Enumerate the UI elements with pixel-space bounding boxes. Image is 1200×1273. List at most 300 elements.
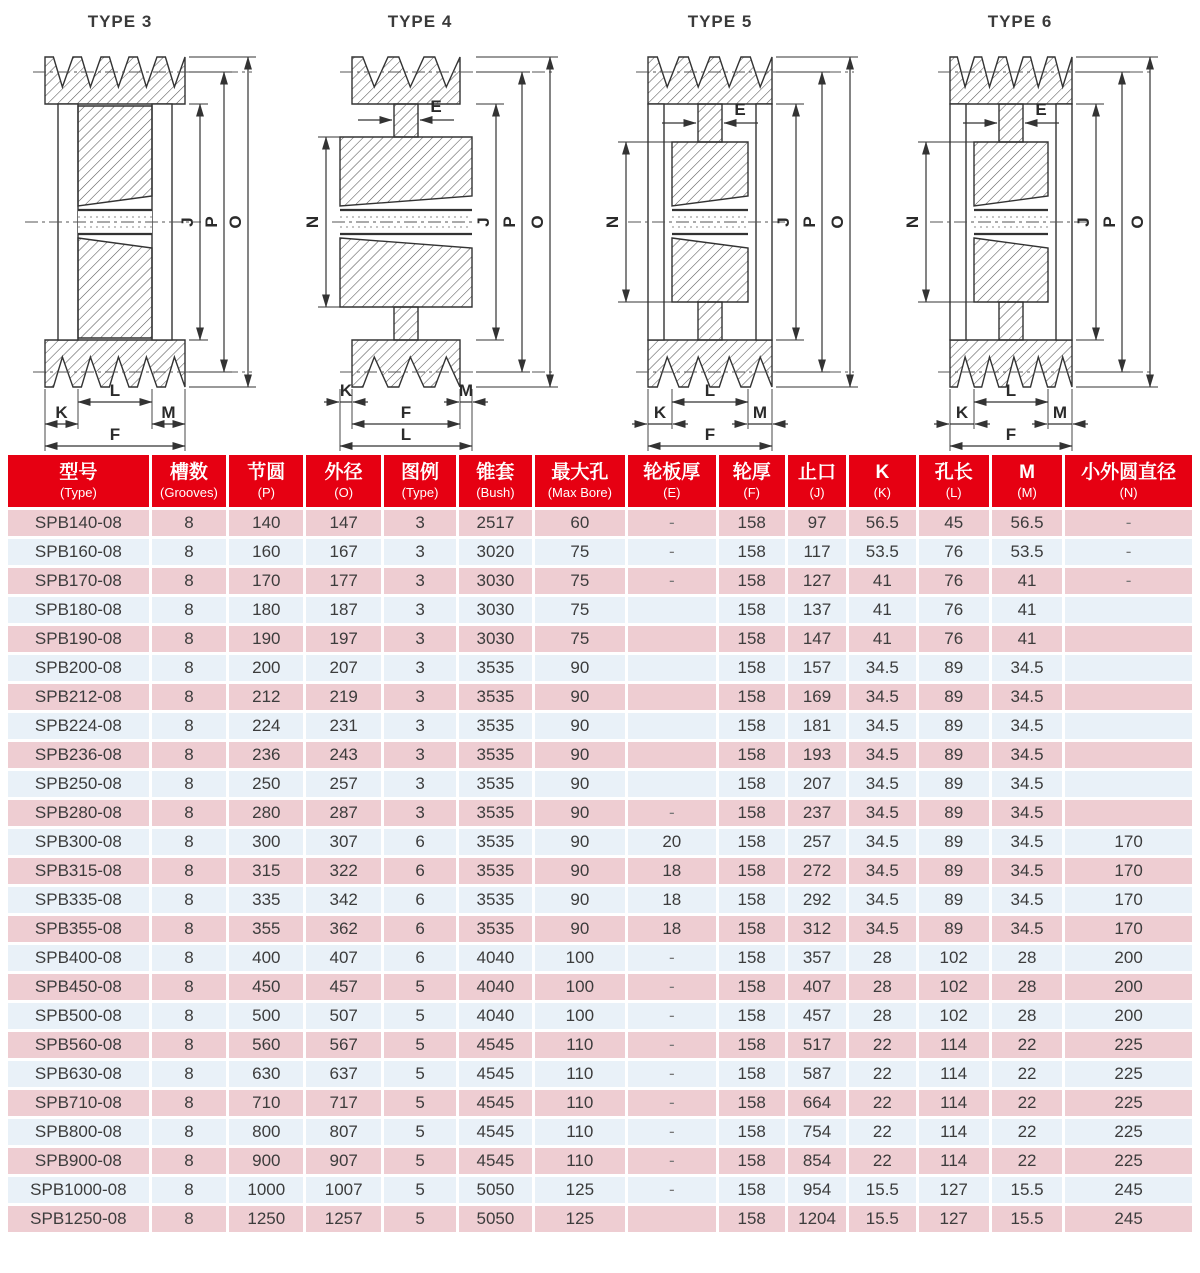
svg-text:K: K xyxy=(653,403,667,422)
table-cell: 41 xyxy=(992,568,1062,594)
table-cell: - xyxy=(1065,568,1192,594)
table-cell: 56.5 xyxy=(849,510,915,536)
table-cell: 41 xyxy=(992,597,1062,623)
table-cell: 237 xyxy=(788,800,846,826)
svg-text:O: O xyxy=(226,215,245,229)
table-cell: 89 xyxy=(919,887,989,913)
table-cell: 457 xyxy=(788,1003,846,1029)
column-header-n: 小外圆直径 (N) xyxy=(1065,455,1192,507)
table-cell: 954 xyxy=(788,1177,846,1203)
table-cell: 190 xyxy=(229,626,303,652)
table-cell: 257 xyxy=(306,771,380,797)
table-cell: 34.5 xyxy=(849,858,915,884)
table-cell: 710 xyxy=(229,1090,303,1116)
table-cell: 157 xyxy=(788,655,846,681)
svg-text:J: J xyxy=(1074,217,1093,227)
table-cell: - xyxy=(1065,510,1192,536)
table-row xyxy=(8,800,1192,826)
table-cell: 754 xyxy=(788,1119,846,1145)
table-row xyxy=(8,1090,1192,1116)
table-row xyxy=(8,568,1192,594)
table-cell: 158 xyxy=(719,568,785,594)
table-cell: 53.5 xyxy=(849,539,915,565)
svg-text:E: E xyxy=(430,97,442,116)
table-cell: 3 xyxy=(384,742,456,768)
table-cell: 89 xyxy=(919,742,989,768)
table-cell: 193 xyxy=(788,742,846,768)
table-cell: 197 xyxy=(306,626,380,652)
table-cell: 8 xyxy=(152,597,226,623)
table-cell: 8 xyxy=(152,858,226,884)
table-cell: 75 xyxy=(535,626,625,652)
table-cell: 8 xyxy=(152,568,226,594)
pulley-type-4-block xyxy=(300,0,600,452)
svg-text:M: M xyxy=(1052,403,1068,422)
table-cell: 3020 xyxy=(459,539,531,565)
column-header-grooves: 槽数 (Grooves) xyxy=(152,455,226,507)
table-cell: 158 xyxy=(719,945,785,971)
table-cell: 41 xyxy=(849,626,915,652)
table-cell: 4545 xyxy=(459,1061,531,1087)
table-cell: 287 xyxy=(306,800,380,826)
svg-text:P: P xyxy=(800,216,819,228)
table-cell: 90 xyxy=(535,771,625,797)
table-cell: 100 xyxy=(535,945,625,971)
table-cell: 307 xyxy=(306,829,380,855)
table-cell: 312 xyxy=(788,916,846,942)
table-cell: 225 xyxy=(1065,1090,1192,1116)
column-header-pitch-p: 节圆 (P) xyxy=(229,455,303,507)
table-cell: SPB1000-08 xyxy=(8,1177,149,1203)
column-header-bush: 锥套 (Bush) xyxy=(459,455,531,507)
table-cell: 219 xyxy=(306,684,380,710)
table-cell: 90 xyxy=(535,858,625,884)
table-cell: 158 xyxy=(719,1003,785,1029)
svg-text:F: F xyxy=(1005,425,1017,444)
table-cell: SPB400-08 xyxy=(8,945,149,971)
table-cell: 160 xyxy=(229,539,303,565)
table-cell xyxy=(628,655,715,681)
column-header-e: 轮板厚 (E) xyxy=(628,455,715,507)
table-cell: SPB200-08 xyxy=(8,655,149,681)
table-cell: 200 xyxy=(229,655,303,681)
table-cell: 180 xyxy=(229,597,303,623)
column-header-figure: 图例 (Type) xyxy=(384,455,456,507)
table-cell: 34.5 xyxy=(992,713,1062,739)
table-cell: 907 xyxy=(306,1148,380,1174)
table-cell: SPB180-08 xyxy=(8,597,149,623)
table-cell: 5 xyxy=(384,1003,456,1029)
table-cell xyxy=(1065,597,1192,623)
table-cell: 102 xyxy=(919,974,989,1000)
table-cell: 5 xyxy=(384,1061,456,1087)
table-cell: 717 xyxy=(306,1090,380,1116)
svg-text:L: L xyxy=(704,381,716,400)
svg-text:P: P xyxy=(202,216,221,228)
table-cell: 76 xyxy=(919,626,989,652)
table-cell: 3 xyxy=(384,568,456,594)
table-cell xyxy=(628,771,715,797)
table-cell: 3535 xyxy=(459,684,531,710)
table-cell: 15.5 xyxy=(849,1206,915,1232)
table-row xyxy=(8,655,1192,681)
table-cell: 8 xyxy=(152,1003,226,1029)
table-cell: 15.5 xyxy=(992,1177,1062,1203)
table-cell: 158 xyxy=(719,1177,785,1203)
column-header-max-bore: 最大孔 (Max Bore) xyxy=(535,455,625,507)
table-cell: - xyxy=(628,1032,715,1058)
pulley-type-5-title: TYPE 5 xyxy=(687,12,753,31)
table-cell: 4545 xyxy=(459,1148,531,1174)
table-cell: 800 xyxy=(229,1119,303,1145)
table-cell: 8 xyxy=(152,771,226,797)
table-row xyxy=(8,945,1192,971)
table-cell: 637 xyxy=(306,1061,380,1087)
table-cell: 110 xyxy=(535,1061,625,1087)
table-cell: 158 xyxy=(719,713,785,739)
table-row xyxy=(8,713,1192,739)
table-cell: SPB280-08 xyxy=(8,800,149,826)
table-cell: - xyxy=(628,1177,715,1203)
table-cell: 342 xyxy=(306,887,380,913)
table-cell: 1257 xyxy=(306,1206,380,1232)
table-header xyxy=(8,455,1192,507)
table-cell xyxy=(1065,684,1192,710)
table-cell: 76 xyxy=(919,539,989,565)
table-cell: - xyxy=(628,945,715,971)
table-cell: 158 xyxy=(719,800,785,826)
table-cell: 3535 xyxy=(459,829,531,855)
table-cell: - xyxy=(628,510,715,536)
svg-text:L: L xyxy=(400,425,412,444)
table-cell: 8 xyxy=(152,1061,226,1087)
table-cell: 114 xyxy=(919,1090,989,1116)
table-cell: 22 xyxy=(849,1148,915,1174)
table-cell: 8 xyxy=(152,713,226,739)
table-cell: 3535 xyxy=(459,916,531,942)
table-cell: 407 xyxy=(306,945,380,971)
table-cell: 8 xyxy=(152,742,226,768)
table-cell: 41 xyxy=(992,626,1062,652)
table-cell: 3 xyxy=(384,539,456,565)
table-cell: 90 xyxy=(535,713,625,739)
table-cell xyxy=(1065,800,1192,826)
table-cell: 3535 xyxy=(459,655,531,681)
table-cell xyxy=(628,1206,715,1232)
table-cell: 34.5 xyxy=(849,771,915,797)
table-cell: 3535 xyxy=(459,887,531,913)
table-cell: - xyxy=(628,1119,715,1145)
table-cell: 500 xyxy=(229,1003,303,1029)
svg-text:K: K xyxy=(339,381,353,400)
table-cell: 272 xyxy=(788,858,846,884)
table-cell: 6 xyxy=(384,916,456,942)
table-cell: 22 xyxy=(992,1119,1062,1145)
table-cell: 45 xyxy=(919,510,989,536)
table-row xyxy=(8,771,1192,797)
table-cell: 22 xyxy=(992,1148,1062,1174)
table-cell: SPB1250-08 xyxy=(8,1206,149,1232)
table-cell: 60 xyxy=(535,510,625,536)
table-cell: 177 xyxy=(306,568,380,594)
svg-text:J: J xyxy=(474,217,493,227)
table-row xyxy=(8,539,1192,565)
table-cell: 245 xyxy=(1065,1177,1192,1203)
pulley-type-3-title: TYPE 3 xyxy=(87,12,153,31)
table-cell: 231 xyxy=(306,713,380,739)
table-cell: 167 xyxy=(306,539,380,565)
table-cell: 292 xyxy=(788,887,846,913)
column-header-type: 型号 (Type) xyxy=(8,455,149,507)
table-cell: - xyxy=(628,1090,715,1116)
table-cell: 158 xyxy=(719,742,785,768)
svg-text:J: J xyxy=(178,217,197,227)
table-cell: 34.5 xyxy=(992,829,1062,855)
table-cell: 8 xyxy=(152,800,226,826)
table-cell: 34.5 xyxy=(849,829,915,855)
table-cell: - xyxy=(628,568,715,594)
table-cell: 75 xyxy=(535,568,625,594)
table-cell: SPB300-08 xyxy=(8,829,149,855)
table-cell: 28 xyxy=(992,945,1062,971)
table-cell: 5 xyxy=(384,1206,456,1232)
table-cell: 5 xyxy=(384,1177,456,1203)
table-cell: 567 xyxy=(306,1032,380,1058)
table-cell: 3030 xyxy=(459,597,531,623)
table-cell: 90 xyxy=(535,655,625,681)
table-row xyxy=(8,1206,1192,1232)
table-cell: 322 xyxy=(306,858,380,884)
table-cell: 127 xyxy=(919,1177,989,1203)
table-cell: 245 xyxy=(1065,1206,1192,1232)
table-cell: 225 xyxy=(1065,1061,1192,1087)
table-cell: 28 xyxy=(849,974,915,1000)
table-cell: 8 xyxy=(152,655,226,681)
table-row xyxy=(8,887,1192,913)
table-cell: 225 xyxy=(1065,1032,1192,1058)
table-cell: 225 xyxy=(1065,1148,1192,1174)
pulley-type-4-diagram xyxy=(300,42,600,452)
table-cell: 335 xyxy=(229,887,303,913)
table-cell: 158 xyxy=(719,858,785,884)
table-cell: 90 xyxy=(535,684,625,710)
table-cell: 3535 xyxy=(459,771,531,797)
table-cell: SPB190-08 xyxy=(8,626,149,652)
table-cell: 22 xyxy=(849,1090,915,1116)
table-cell: 90 xyxy=(535,829,625,855)
table-cell: 3 xyxy=(384,800,456,826)
table-row xyxy=(8,742,1192,768)
table-cell: 34.5 xyxy=(992,742,1062,768)
table-cell: 158 xyxy=(719,539,785,565)
table-cell: 630 xyxy=(229,1061,303,1087)
table-cell: 315 xyxy=(229,858,303,884)
table-cell: 158 xyxy=(719,916,785,942)
svg-text:N: N xyxy=(303,215,322,229)
table-cell: 28 xyxy=(849,945,915,971)
table-cell: 362 xyxy=(306,916,380,942)
table-cell xyxy=(628,597,715,623)
table-cell: 8 xyxy=(152,510,226,536)
table-cell: 8 xyxy=(152,1177,226,1203)
table-cell: 34.5 xyxy=(849,655,915,681)
table-cell: 4040 xyxy=(459,945,531,971)
table-cell: 158 xyxy=(719,684,785,710)
table-cell: 3535 xyxy=(459,800,531,826)
table-cell: 114 xyxy=(919,1148,989,1174)
table-cell: 8 xyxy=(152,626,226,652)
table-cell: 34.5 xyxy=(992,800,1062,826)
table-cell: 100 xyxy=(535,974,625,1000)
table-cell: 3535 xyxy=(459,713,531,739)
table-cell: 34.5 xyxy=(992,771,1062,797)
table-cell: 34.5 xyxy=(849,713,915,739)
table-cell: 28 xyxy=(849,1003,915,1029)
table-cell: 3535 xyxy=(459,742,531,768)
table-cell: 53.5 xyxy=(992,539,1062,565)
table-cell: 97 xyxy=(788,510,846,536)
table-cell: 1000 xyxy=(229,1177,303,1203)
table-cell: 170 xyxy=(1065,829,1192,855)
table-cell: SPB315-08 xyxy=(8,858,149,884)
table-cell: 15.5 xyxy=(849,1177,915,1203)
table-cell: 5050 xyxy=(459,1177,531,1203)
table-cell: 100 xyxy=(535,1003,625,1029)
table-cell: SPB236-08 xyxy=(8,742,149,768)
table-cell: 6 xyxy=(384,887,456,913)
table-cell: 22 xyxy=(849,1032,915,1058)
table-cell: 15.5 xyxy=(992,1206,1062,1232)
table-cell: 140 xyxy=(229,510,303,536)
table-cell: 407 xyxy=(788,974,846,1000)
table-cell: 8 xyxy=(152,945,226,971)
table-row xyxy=(8,1119,1192,1145)
svg-text:O: O xyxy=(528,215,547,229)
table-cell: 4545 xyxy=(459,1119,531,1145)
table-cell: 158 xyxy=(719,626,785,652)
table-cell xyxy=(1065,713,1192,739)
table-cell: SPB170-08 xyxy=(8,568,149,594)
table-cell: 137 xyxy=(788,597,846,623)
table-cell: 89 xyxy=(919,829,989,855)
table-cell: 6 xyxy=(384,829,456,855)
table-cell: 8 xyxy=(152,1148,226,1174)
table-row xyxy=(8,626,1192,652)
table-cell: 158 xyxy=(719,1090,785,1116)
svg-text:O: O xyxy=(1128,215,1147,229)
table-row xyxy=(8,1032,1192,1058)
table-cell: 170 xyxy=(1065,887,1192,913)
table-cell: 200 xyxy=(1065,1003,1192,1029)
table-cell: 300 xyxy=(229,829,303,855)
table-cell: SPB335-08 xyxy=(8,887,149,913)
table-cell: 207 xyxy=(788,771,846,797)
table-cell: 507 xyxy=(306,1003,380,1029)
table-cell: - xyxy=(628,1148,715,1174)
table-cell: 158 xyxy=(719,1061,785,1087)
table-row xyxy=(8,829,1192,855)
table-cell: 357 xyxy=(788,945,846,971)
svg-text:O: O xyxy=(828,215,847,229)
table-cell: 181 xyxy=(788,713,846,739)
table-cell: 212 xyxy=(229,684,303,710)
table-cell: 89 xyxy=(919,655,989,681)
table-cell: 18 xyxy=(628,887,715,913)
table-cell: 280 xyxy=(229,800,303,826)
table-row xyxy=(8,597,1192,623)
svg-text:F: F xyxy=(400,403,412,422)
column-header-j: 止口 (J) xyxy=(788,455,846,507)
svg-text:P: P xyxy=(500,216,519,228)
table-cell: 3 xyxy=(384,626,456,652)
table-cell: 89 xyxy=(919,684,989,710)
table-cell: 6 xyxy=(384,858,456,884)
table-cell: 110 xyxy=(535,1148,625,1174)
table-cell: SPB224-08 xyxy=(8,713,149,739)
table-cell: 22 xyxy=(992,1090,1062,1116)
table-cell: - xyxy=(628,539,715,565)
svg-text:K: K xyxy=(955,403,969,422)
table-cell: SPB250-08 xyxy=(8,771,149,797)
table-cell: 170 xyxy=(1065,858,1192,884)
table-cell: 28 xyxy=(992,974,1062,1000)
table-row xyxy=(8,1003,1192,1029)
pulley-type-5-diagram xyxy=(600,42,900,452)
table-cell: 89 xyxy=(919,858,989,884)
table-cell: 355 xyxy=(229,916,303,942)
table-cell: 22 xyxy=(992,1061,1062,1087)
table-cell: 257 xyxy=(788,829,846,855)
table-cell xyxy=(1065,771,1192,797)
table-cell: 34.5 xyxy=(849,684,915,710)
table-cell: 22 xyxy=(992,1032,1062,1058)
table-cell: 110 xyxy=(535,1032,625,1058)
table-cell: 158 xyxy=(719,655,785,681)
table-cell: 76 xyxy=(919,597,989,623)
table-cell: 158 xyxy=(719,1148,785,1174)
pulley-type-6-title: TYPE 6 xyxy=(987,12,1053,31)
table-cell: 225 xyxy=(1065,1119,1192,1145)
table-cell: 224 xyxy=(229,713,303,739)
table-cell: 8 xyxy=(152,1090,226,1116)
table-row xyxy=(8,1061,1192,1087)
table-cell: 4040 xyxy=(459,1003,531,1029)
pulley-type-6-diagram xyxy=(900,42,1200,452)
table-cell: 34.5 xyxy=(849,916,915,942)
table-cell: 5 xyxy=(384,1090,456,1116)
table-cell: 41 xyxy=(849,568,915,594)
table-cell: 125 xyxy=(535,1177,625,1203)
table-cell: 8 xyxy=(152,1032,226,1058)
table-cell: 114 xyxy=(919,1032,989,1058)
table-cell: 4040 xyxy=(459,974,531,1000)
svg-text:L: L xyxy=(1005,381,1017,400)
table-cell: 8 xyxy=(152,1206,226,1232)
table-cell: 8 xyxy=(152,916,226,942)
table-cell: 5 xyxy=(384,1148,456,1174)
svg-text:K: K xyxy=(55,403,68,422)
table-cell: 147 xyxy=(306,510,380,536)
table-cell: 560 xyxy=(229,1032,303,1058)
table-cell: 158 xyxy=(719,829,785,855)
table-cell: 158 xyxy=(719,974,785,1000)
table-cell xyxy=(628,713,715,739)
pulley-type-3-diagram xyxy=(0,42,300,452)
table-cell: 22 xyxy=(849,1119,915,1145)
table-cell: 41 xyxy=(849,597,915,623)
table-cell: 236 xyxy=(229,742,303,768)
table-cell: - xyxy=(628,800,715,826)
